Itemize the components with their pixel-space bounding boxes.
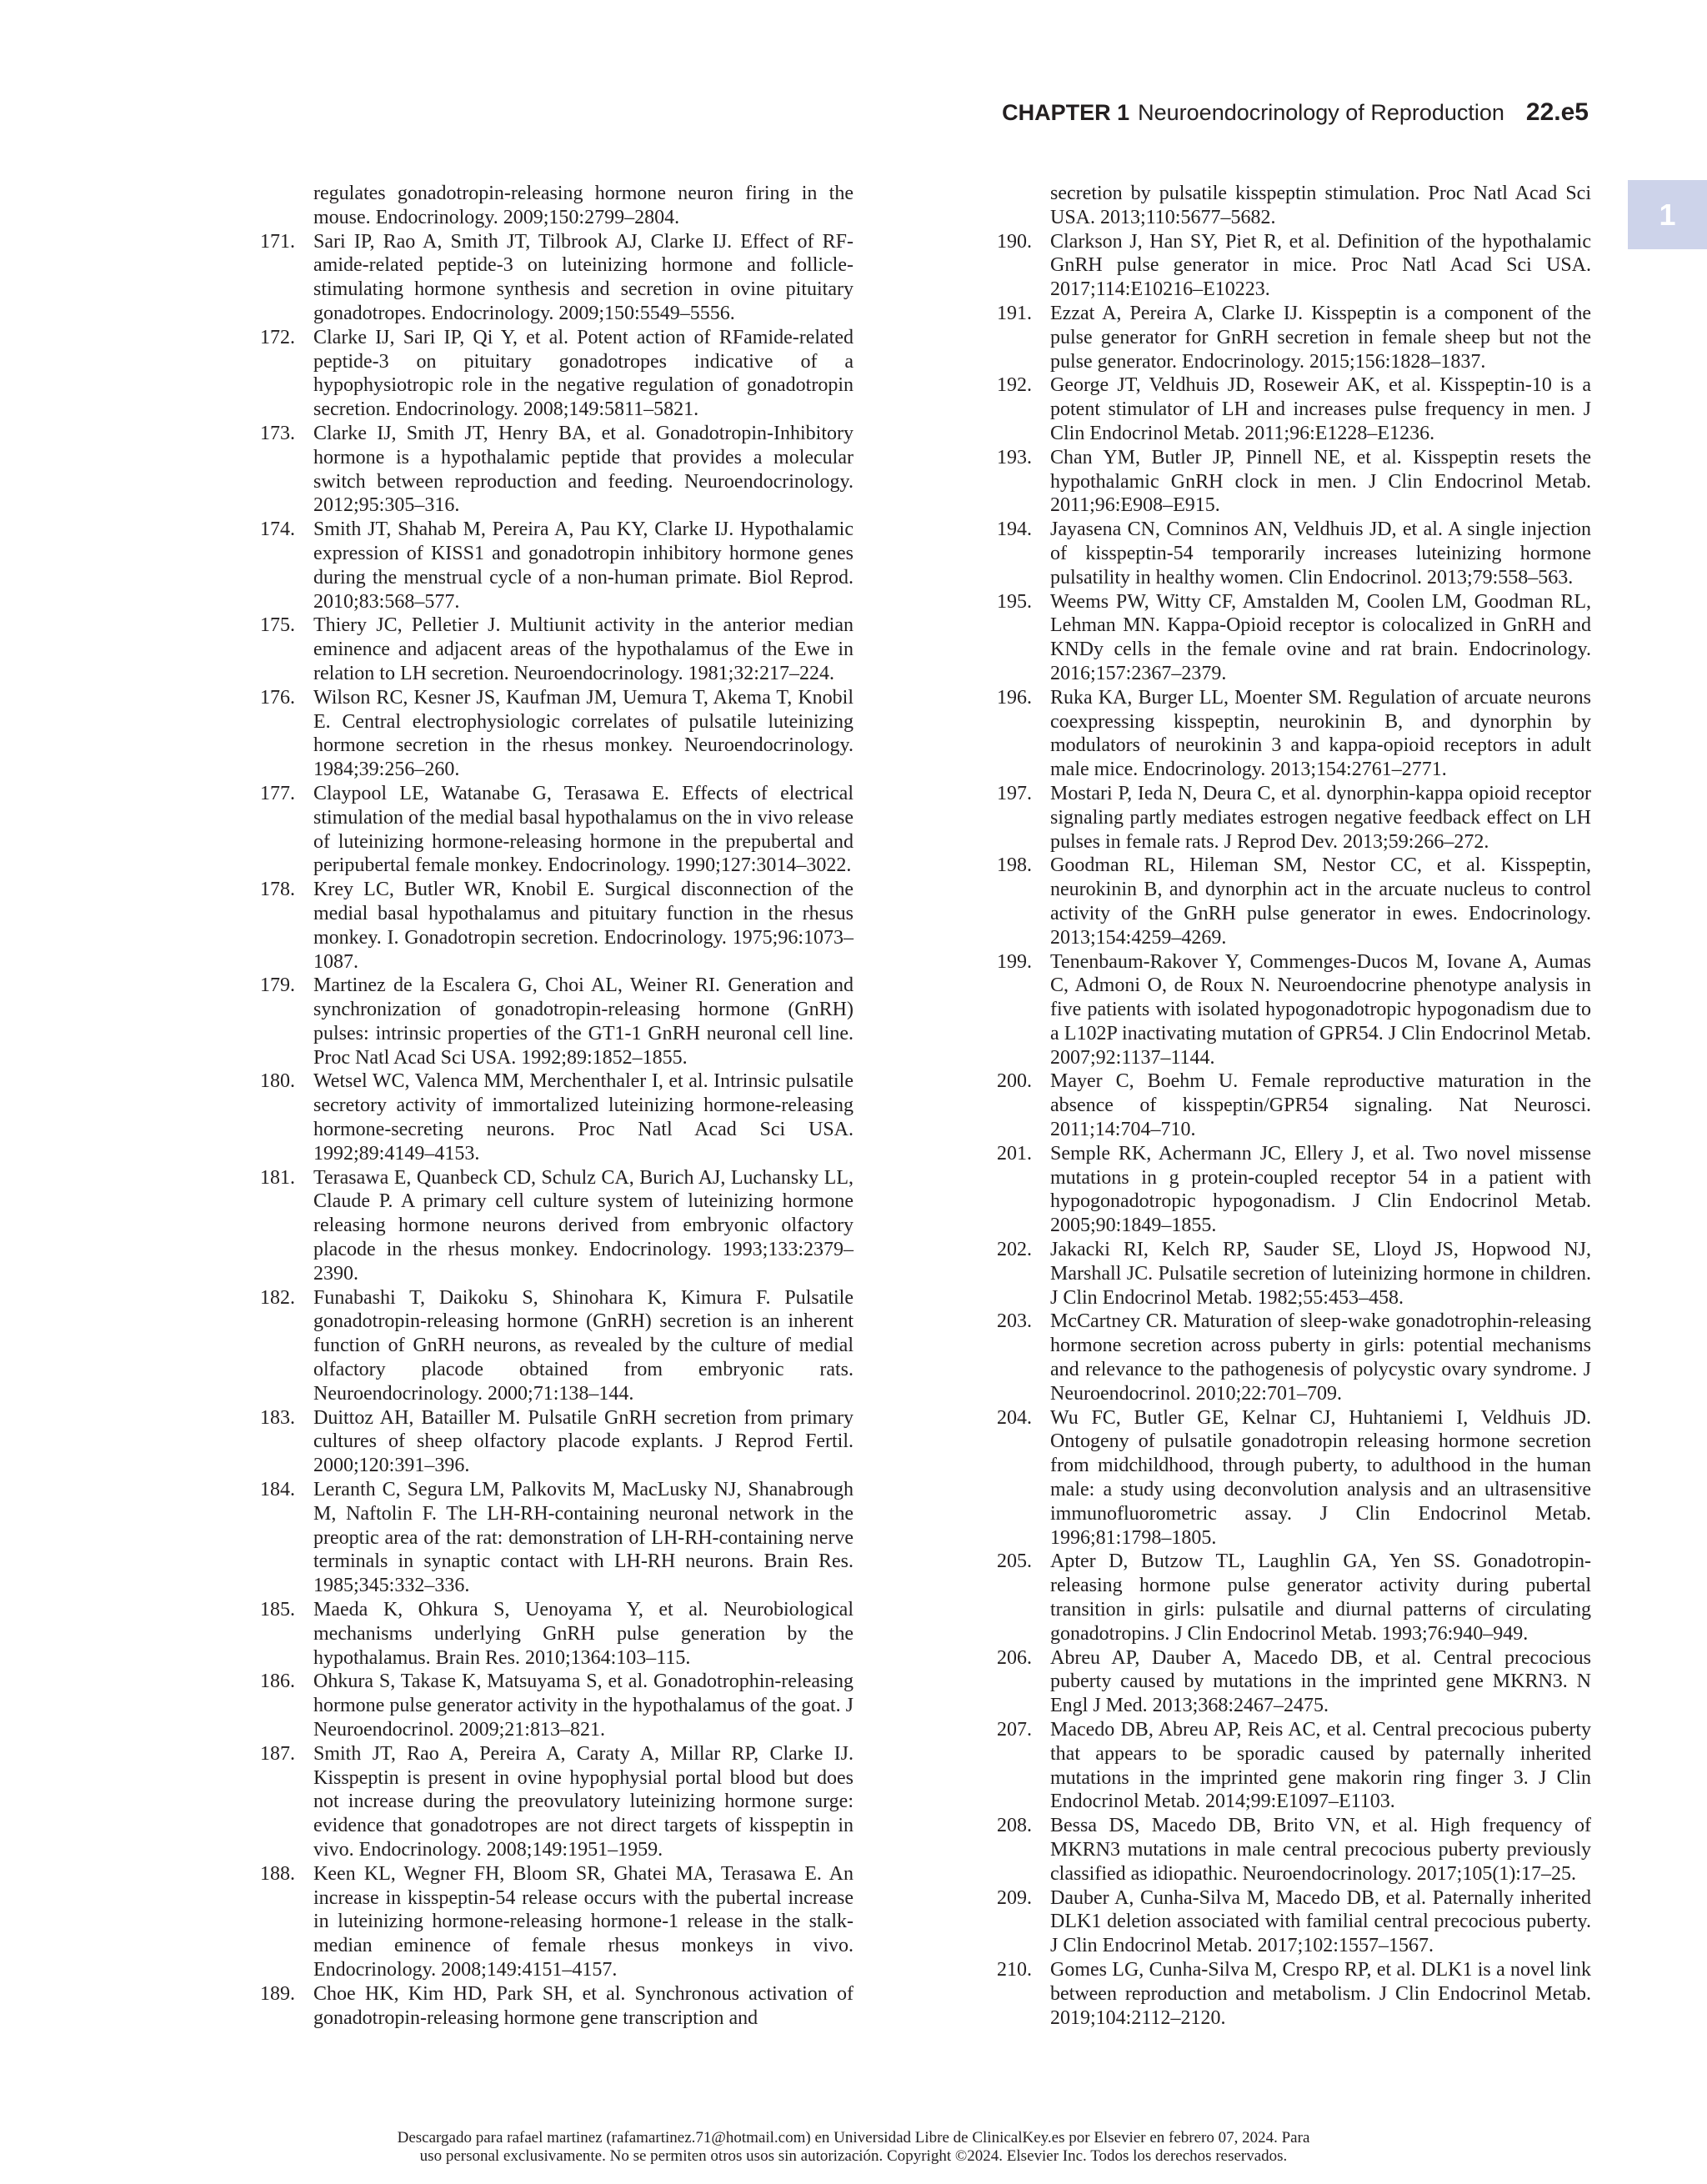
reference-text: Maeda K, Ohkura S, Uenoyama Y, et al. Neurobiological mechanisms underlying GnRH pulse generation by the hypothalamus. Brain Res. 2010;1364:103–115. <box>313 1599 854 1669</box>
reference-number: 186. <box>260 1671 295 1693</box>
reference-number: 191. <box>997 302 1032 324</box>
reference-text: Claypool LE, Watanabe G, Terasawa E. Effects of electrical stimulation of the medial basal hypothalamus on the in vivo release of luteinizing hormone-releasing hormone in the prepubertal and peripubertal female monkey. Endocrinology. 1990;127:3014–3022. <box>313 782 854 877</box>
reference-number: 201. <box>997 1142 1032 1165</box>
reference-number: 192. <box>997 374 1032 397</box>
reference-entry <box>950 1238 1591 1310</box>
reference-text: Terasawa E, Quanbeck CD, Schulz CA, Burich AJ, Luchansky LL, Claude P. A primary cell culture system of luteinizing hormone releasing hormone neurons derived from embryonic olfactory placode in the rhesus monkey. Endocrinology. 1993;133:2379–2390. <box>313 1166 854 1285</box>
reference-entry <box>213 1862 854 1982</box>
reference-text: McCartney CR. Maturation of sleep-wake gonadotrophin-releasing hormone secretion across puberty in girls: potential mechanisms and relevance to the pathogenesis of polycystic ovary syndrome. J Neuroendocrinol. 2010;22:701–709. <box>1050 1310 1591 1405</box>
reference-text: Jayasena CN, Comninos AN, Veldhuis JD, et al. A single injection of kisspeptin-54 temporarily increases luteinizing hormone pulsatility in healthy women. Clin Endocrinol. 2013;79:558–563. <box>1050 518 1591 589</box>
reference-number: 195. <box>997 590 1032 613</box>
reference-entry <box>950 1646 1591 1718</box>
reference-entry <box>213 182 854 230</box>
reference-entry <box>950 1310 1591 1405</box>
reference-number: 175. <box>260 614 295 637</box>
running-header <box>1002 98 1589 127</box>
reference-text: secretion by pulsatile kisspeptin stimulation. Proc Natl Acad Sci USA. 2013;110:5677–5682. <box>1050 183 1591 228</box>
reference-entry <box>213 1069 854 1165</box>
reference-number: 179. <box>260 974 295 997</box>
reference-text: Clarke IJ, Sari IP, Qi Y, et al. Potent action of RFamide-related peptide-3 on pituitary gonadotropes indicative of a hypophysiotropic role in the negative regulation of gonadotropin secretion. Endocrinology. 2008;149:5811–5821. <box>313 326 854 421</box>
reference-text: Gomes LG, Cunha-Silva M, Crespo RP, et al. DLK1 is a novel link between reproduction and metabolism. J Clin Endocrinol Metab. 2019;104:2112–2120. <box>1050 1958 1591 2029</box>
reference-number: 190. <box>997 230 1032 253</box>
reference-text: Chan YM, Butler JP, Pinnell NE, et al. Kisspeptin resets the hypothalamic GnRH clock in men. J Clin Endocrinol Metab. 2011;96:E908–E915. <box>1050 446 1591 517</box>
reference-entry <box>950 1142 1591 1238</box>
reference-number: 207. <box>997 1719 1032 1741</box>
reference-number: 180. <box>260 1070 295 1093</box>
reference-number: 204. <box>997 1406 1032 1429</box>
reference-entry <box>213 1742 854 1862</box>
reference-entry <box>950 446 1591 518</box>
reference-entry <box>213 782 854 878</box>
footer-line-2: uso personal exclusivamente. No se permiten otros usos sin autorización. Copyright ©2024. Elsevier Inc. Todos los derechos reservados. <box>419 2147 1288 2165</box>
reference-text: Abreu AP, Dauber A, Macedo DB, et al. Central precocious puberty caused by mutations in the imprinted gene MKRN3. N Engl J Med. 2013;368:2467–2475. <box>1050 1646 1591 1717</box>
reference-number: 172. <box>260 326 295 348</box>
reference-number: 182. <box>260 1286 295 1309</box>
reference-text: Apter D, Butzow TL, Laughlin GA, Yen SS. Gonadotropin-releasing hormone pulse generator activity during pubertal transition in girls: pulsatile and diurnal patterns of circulating gonadotropins. J Clin Endocrinol Metab. 1993;76:940–949. <box>1050 1550 1591 1645</box>
reference-number: 183. <box>260 1406 295 1429</box>
reference-entry <box>950 1886 1591 1958</box>
reference-text: Macedo DB, Abreu AP, Reis AC, et al. Central precocious puberty that appears to be sporadic caused by paternally inherited mutations in the imprinted gene makorin ring finger 3. J Clin Endocrinol Metab. 2014;99:E1097–E1103. <box>1050 1719 1591 1813</box>
reference-number: 189. <box>260 1982 295 2005</box>
reference-number: 198. <box>997 854 1032 877</box>
reference-number: 181. <box>260 1166 295 1189</box>
reference-entry <box>950 1406 1591 1550</box>
reference-entry <box>213 1406 854 1478</box>
reference-entry <box>213 518 854 614</box>
reference-number: 205. <box>997 1550 1032 1573</box>
reference-entry <box>950 950 1591 1070</box>
chapter-label: CHAPTER 1 <box>1002 100 1130 125</box>
download-notice-footer <box>0 2129 1707 2166</box>
reference-entry <box>950 686 1591 782</box>
reference-entry <box>213 1286 854 1406</box>
reference-entry <box>213 878 854 974</box>
reference-entry <box>950 518 1591 589</box>
reference-text: Thiery JC, Pelletier J. Multiunit activity in the anterior median eminence and adjacent areas of the hypothalamus of the Ewe in relation to LH secretion. Neuroendocrinology. 1981;32:217–224. <box>313 614 854 684</box>
reference-entry <box>950 1550 1591 1646</box>
reference-text: Wetsel WC, Valenca MM, Merchenthaler I, et al. Intrinsic pulsatile secretory activity of immortalized luteinizing hormone-releasing hormone-secreting neurons. Proc Natl Acad Sci USA. 1992;89:4149–4153. <box>313 1070 854 1165</box>
reference-entry <box>950 590 1591 686</box>
reference-number: 173. <box>260 422 295 444</box>
reference-text: Choe HK, Kim HD, Park SH, et al. Synchronous activation of gonadotropin-releasing hormone gene transcription and <box>313 1982 854 2029</box>
reference-entry <box>213 1478 854 1598</box>
references-right-column <box>950 182 1591 2030</box>
reference-text: Dauber A, Cunha-Silva M, Macedo DB, et al. Paternally inherited DLK1 deletion associated with familial central precocious puberty. J Clin Endocrinol Metab. 2017;102:1557–1567. <box>1050 1886 1591 1957</box>
reference-number: 177. <box>260 782 295 804</box>
reference-text: Goodman RL, Hileman SM, Nestor CC, et al. Kisspeptin, neurokinin B, and dynorphin act in the arcuate nucleus to control activity of the GnRH pulse generator in ewes. Endocrinology. 2013;154:4259–4269. <box>1050 854 1591 949</box>
reference-text: Ezzat A, Pereira A, Clarke IJ. Kisspeptin is a component of the pulse generator for GnRH secretion in female sheep but not the pulse generator. Endocrinology. 2015;156:1828–1837. <box>1050 302 1591 373</box>
reference-number: 185. <box>260 1599 295 1621</box>
reference-entry <box>213 230 854 326</box>
reference-entry <box>950 230 1591 302</box>
reference-entry <box>950 373 1591 445</box>
reference-number: 193. <box>997 446 1032 468</box>
reference-entry <box>950 854 1591 949</box>
reference-number: 194. <box>997 518 1032 541</box>
reference-entry <box>950 1814 1591 1886</box>
reference-text: Martinez de la Escalera G, Choi AL, Weiner RI. Generation and synchronization of gonadotropin-releasing hormone (GnRH) pulses: intrinsic properties of the GT1-1 GnRH neuronal cell line. Proc Natl Acad Sci USA. 1992;89:1852–1855. <box>313 974 854 1069</box>
reference-number: 196. <box>997 686 1032 709</box>
reference-number: 171. <box>260 230 295 253</box>
reference-number: 210. <box>997 1958 1032 1981</box>
reference-number: 174. <box>260 518 295 541</box>
reference-text: Duittoz AH, Batailler M. Pulsatile GnRH secretion from primary cultures of sheep olfactory placode explants. J Reprod Fertil. 2000;120:391–396. <box>313 1406 854 1477</box>
reference-text: Sari IP, Rao A, Smith JT, Tilbrook AJ, Clarke IJ. Effect of RF-amide-related peptide-3 on luteinizing hormone and follicle-stimulating hormone synthesis and secretion in ovine pituitary gonadotropes. Endocrinology. 2009;150:5549–5556. <box>313 230 854 324</box>
reference-number: 209. <box>997 1886 1032 1909</box>
reference-text: Tenenbaum-Rakover Y, Commenges-Ducos M, Iovane A, Aumas C, Admoni O, de Roux N. Neuroendocrine phenotype analysis in five patients with isolated hypogonadotropic hypogonadism due to a L102P inactivating mutation of GPR54. J Clin Endocrinol Metab. 2007;92:1137–1144. <box>1050 950 1591 1069</box>
reference-entry <box>213 614 854 685</box>
reference-entry <box>213 326 854 422</box>
reference-text: Smith JT, Shahab M, Pereira A, Pau KY, Clarke IJ. Hypothalamic expression of KISS1 and gonadotropin inhibitory hormone genes during the menstrual cycle of a non-human primate. Biol Reprod. 2010;83:568–577. <box>313 518 854 613</box>
reference-text: Krey LC, Butler WR, Knobil E. Surgical disconnection of the medial basal hypothalamus and pituitary function in the rhesus monkey. I. Gonadotropin secretion. Endocrinology. 1975;96:1073–1087. <box>313 879 854 973</box>
reference-entry <box>950 782 1591 854</box>
reference-entry <box>950 1718 1591 1814</box>
reference-text: Clarkson J, Han SY, Piet R, et al. Definition of the hypothalamic GnRH pulse generator in mice. Proc Natl Acad Sci USA. 2017;114:E10216–E10223. <box>1050 230 1591 301</box>
reference-text: Mayer C, Boehm U. Female reproductive maturation in the absence of kisspeptin/GPR54 signaling. Nat Neurosci. 2011;14:704–710. <box>1050 1070 1591 1141</box>
reference-text: Leranth C, Segura LM, Palkovits M, MacLusky NJ, Shanabrough M, Naftolin F. The LH-RH-containing neuronal network in the preoptic area of the rat: demonstration of LH-RH-containing nerve terminals in synaptic contact with LH-RH neurons. Brain Res. 1985;345:332–336. <box>313 1479 854 1597</box>
reference-text: Weems PW, Witty CF, Amstalden M, Coolen LM, Goodman RL, Lehman MN. Kappa-Opioid receptor is colocalized in GnRH and KNDy cells in the female ovine and rat brain. Endocrinology. 2016;157:2367–2379. <box>1050 590 1591 684</box>
chapter-side-tab-label: 1 <box>1659 197 1676 232</box>
chapter-side-tab <box>1628 180 1707 249</box>
reference-number: 188. <box>260 1862 295 1885</box>
reference-entry <box>950 1958 1591 2030</box>
reference-number: 208. <box>997 1815 1032 1837</box>
reference-text: George JT, Veldhuis JD, Roseweir AK, et al. Kisspeptin-10 is a potent stimulator of LH and increases pulse frequency in men. J Clin Endocrinol Metab. 2011;96:E1228–E1236. <box>1050 374 1591 444</box>
reference-entry <box>213 974 854 1069</box>
reference-number: 203. <box>997 1310 1032 1333</box>
references-left-column <box>213 182 854 2030</box>
reference-entry <box>950 182 1591 230</box>
reference-number: 202. <box>997 1239 1032 1261</box>
reference-entry <box>213 1598 854 1670</box>
reference-text: Wilson RC, Kesner JS, Kaufman JM, Uemura T, Akema T, Knobil E. Central electrophysiologic correlates of pulsatile luteinizing hormone secretion in the rhesus monkey. Neuroendocrinology. 1984;39:256–260. <box>313 686 854 781</box>
reference-text: Smith JT, Rao A, Pereira A, Caraty A, Millar RP, Clarke IJ. Kisspeptin is present in ovine hypophysial portal blood but does not increase during the preovulatory luteinizing hormone surge: evidence that gonadotropes are not direct targets of kisspeptin in vivo. Endocrinology. 2008;149:1951–1959. <box>313 1742 854 1861</box>
page-number: 22.e5 <box>1525 98 1589 126</box>
reference-text: Ohkura S, Takase K, Matsuyama S, et al. Gonadotrophin-releasing hormone pulse generator activity in the hypothalamus of the goat. J Neuroendocrinol. 2009;21:813–821. <box>313 1671 854 1741</box>
reference-number: 178. <box>260 879 295 901</box>
footer-line-1: Descargado para rafael martinez (rafamartinez.71@hotmail.com) en Universidad Libre de ClinicalKey.es por Elsevier en febrero 07, 2024. Para <box>397 2129 1310 2146</box>
reference-entry <box>213 1982 854 2031</box>
chapter-title: Neuroendocrinology of Reproduction <box>1138 100 1504 125</box>
reference-text: Jakacki RI, Kelch RP, Sauder SE, Lloyd JS, Hopwood NJ, Marshall JC. Pulsatile secretion of luteinizing hormone in children. J Clin Endocrinol Metab. 1982;55:453–458. <box>1050 1239 1591 1309</box>
reference-entry <box>950 1069 1591 1141</box>
reference-entry <box>213 1166 854 1286</box>
reference-number: 206. <box>997 1646 1032 1669</box>
reference-text: Semple RK, Achermann JC, Ellery J, et al. Two novel missense mutations in g protein-coupled receptor 54 in a patient with hypogonadotropic hypogonadism. J Clin Endocrinol Metab. 2005;90:1849–1855. <box>1050 1142 1591 1237</box>
reference-text: Mostari P, Ieda N, Deura C, et al. dynorphin-kappa opioid receptor signaling partly mediates estrogen negative feedback effect on LH pulses in female rats. J Reprod Dev. 2013;59:266–272. <box>1050 782 1591 853</box>
reference-number: 184. <box>260 1479 295 1501</box>
reference-text: Funabashi T, Daikoku S, Shinohara K, Kimura F. Pulsatile gonadotropin-releasing hormone (GnRH) secretion is an inherent function of GnRH neurons, as revealed by the culture of medial olfactory placode obtained from embryonic rats. Neuroendocrinology. 2000;71:138–144. <box>313 1286 854 1405</box>
reference-entry <box>213 422 854 518</box>
reference-number: 199. <box>997 950 1032 973</box>
reference-text: Wu FC, Butler GE, Kelnar CJ, Huhtaniemi I, Veldhuis JD. Ontogeny of pulsatile gonadotropin releasing hormone secretion from midchildhood, through puberty, to adulthood in the human male: a study using deconvolution analysis and an ultrasensitive immunofluorometric assay. J Clin Endocrinol Metab. 1996;81:1798–1805. <box>1050 1406 1591 1549</box>
reference-number: 197. <box>997 782 1032 804</box>
reference-entry <box>950 302 1591 373</box>
reference-number: 176. <box>260 686 295 709</box>
reference-text: Clarke IJ, Smith JT, Henry BA, et al. Gonadotropin-Inhibitory hormone is a hypothalamic peptide that provides a molecular switch between reproduction and feeding. Neuroendocrinology. 2012;95:305–316. <box>313 422 854 517</box>
reference-number: 187. <box>260 1742 295 1765</box>
reference-text: Keen KL, Wegner FH, Bloom SR, Ghatei MA, Terasawa E. An increase in kisspeptin-54 release occurs with the pubertal increase in luteinizing hormone-releasing hormone-1 release in the stalk-median eminence of female rhesus monkeys in vivo. Endocrinology. 2008;149:4151–4157. <box>313 1862 854 1981</box>
reference-number: 200. <box>997 1070 1032 1093</box>
reference-text: regulates gonadotropin-releasing hormone neuron firing in the mouse. Endocrinology. 2009;150:2799–2804. <box>313 183 854 228</box>
reference-entry <box>213 1670 854 1741</box>
reference-text: Ruka KA, Burger LL, Moenter SM. Regulation of arcuate neurons coexpressing kisspeptin, neurokinin B, and dynorphin by modulators of neurokinin 3 and kappa-opioid receptors in adult male mice. Endocrinology. 2013;154:2761–2771. <box>1050 686 1591 781</box>
reference-entry <box>213 686 854 782</box>
reference-text: Bessa DS, Macedo DB, Brito VN, et al. High frequency of MKRN3 mutations in male central precocious puberty previously classified as idiopathic. Neuroendocrinology. 2017;105(1):17–25. <box>1050 1815 1591 1885</box>
